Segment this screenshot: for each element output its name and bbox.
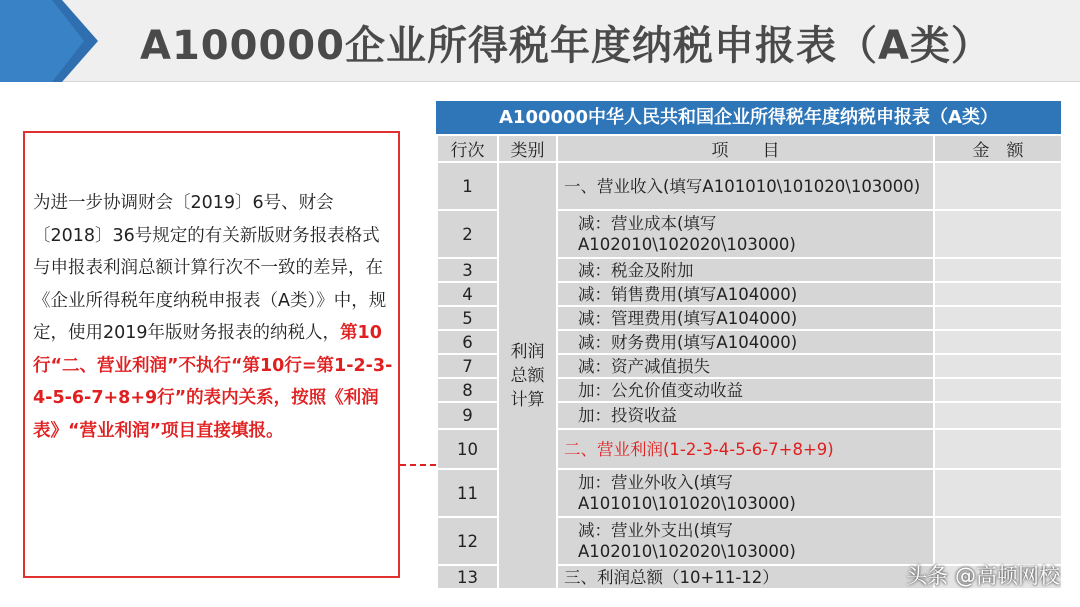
amount-cell bbox=[934, 282, 1062, 306]
table-title: A100000中华人民共和国企业所得税年度纳税申报表（A类） bbox=[436, 101, 1061, 134]
amount-cell bbox=[934, 162, 1062, 210]
row-no: 9 bbox=[437, 402, 498, 429]
row-no: 5 bbox=[437, 306, 498, 330]
row-item: 二、营业利润(1-2-3-4-5-6-7+8+9) bbox=[557, 429, 934, 469]
page-title: A100000企业所得税年度纳税申报表（A类） bbox=[140, 23, 992, 69]
amount-cell bbox=[934, 330, 1062, 354]
row-item: 一、营业收入(填写A101010\101020\103000) bbox=[557, 162, 934, 210]
category-label: 利润总额计算 bbox=[510, 341, 545, 410]
row-no: 6 bbox=[437, 330, 498, 354]
row-no: 2 bbox=[437, 210, 498, 258]
note-highlight-text: 第10行“二、营业利润”不执行“第10行=第1-2-3-4-5-6-7+8+9行”的表内关系，按照《利润表》“营业利润”项目直接填报。 bbox=[33, 323, 393, 441]
row-item: 加：公允价值变动收益 bbox=[557, 378, 934, 402]
row-no: 7 bbox=[437, 354, 498, 378]
row-no: 13 bbox=[437, 565, 498, 589]
row-item: 减：营业成本(填写A102010\102020\103000) bbox=[557, 210, 934, 258]
watermark: 头条 @高顿网校 bbox=[906, 564, 1060, 588]
note-plain-text: 为进一步协调财会〔2019〕6号、财会〔2018〕36号规定的有关新版财务报表格式与申报表利润总额计算行次不一致的差异，在《企业所得税年度纳税申报表（A类）》中，规定，使用2019年版财务报表的纳税人， bbox=[33, 193, 387, 343]
header-amount: 金 额 bbox=[934, 135, 1062, 162]
row-item: 减：管理费用(填写A104000) bbox=[557, 306, 934, 330]
row-item: 减：营业外支出(填写A102010\102020\103000) bbox=[557, 517, 934, 565]
chevron-arrow-icon bbox=[0, 0, 98, 82]
row-item: 加：营业外收入(填写A101010\101020\103000) bbox=[557, 469, 934, 517]
header-row-no: 行次 bbox=[437, 135, 498, 162]
row-item: 加：投资收益 bbox=[557, 402, 934, 429]
amount-cell bbox=[934, 517, 1062, 565]
row-no: 1 bbox=[437, 162, 498, 210]
amount-cell bbox=[934, 210, 1062, 258]
tax-form-table bbox=[436, 101, 1061, 590]
row-item: 减：资产减值损失 bbox=[557, 354, 934, 378]
amount-cell bbox=[934, 258, 1062, 282]
header-item: 项 目 bbox=[557, 135, 934, 162]
header-category: 类别 bbox=[498, 135, 557, 162]
row-item: 三、利润总额（10+11-12） bbox=[557, 565, 934, 589]
category-cell bbox=[498, 162, 557, 589]
amount-cell bbox=[934, 306, 1062, 330]
row-no: 11 bbox=[437, 469, 498, 517]
amount-cell bbox=[934, 378, 1062, 402]
title-banner bbox=[0, 0, 1080, 82]
table-row bbox=[437, 162, 1062, 210]
amount-cell bbox=[934, 402, 1062, 429]
row-item: 减：税金及附加 bbox=[557, 258, 934, 282]
row-no: 4 bbox=[437, 282, 498, 306]
amount-cell bbox=[934, 354, 1062, 378]
amount-cell bbox=[934, 469, 1062, 517]
row-item: 减：财务费用(填写A104000) bbox=[557, 330, 934, 354]
row-no: 10 bbox=[437, 429, 498, 469]
note-box bbox=[23, 131, 400, 578]
row-no: 12 bbox=[437, 517, 498, 565]
row-no: 8 bbox=[437, 378, 498, 402]
amount-cell bbox=[934, 429, 1062, 469]
row-no: 3 bbox=[437, 258, 498, 282]
note-text bbox=[33, 187, 395, 447]
row-item: 减：销售费用(填写A104000) bbox=[557, 282, 934, 306]
table-header-row bbox=[437, 135, 1062, 162]
form-grid bbox=[436, 134, 1063, 590]
